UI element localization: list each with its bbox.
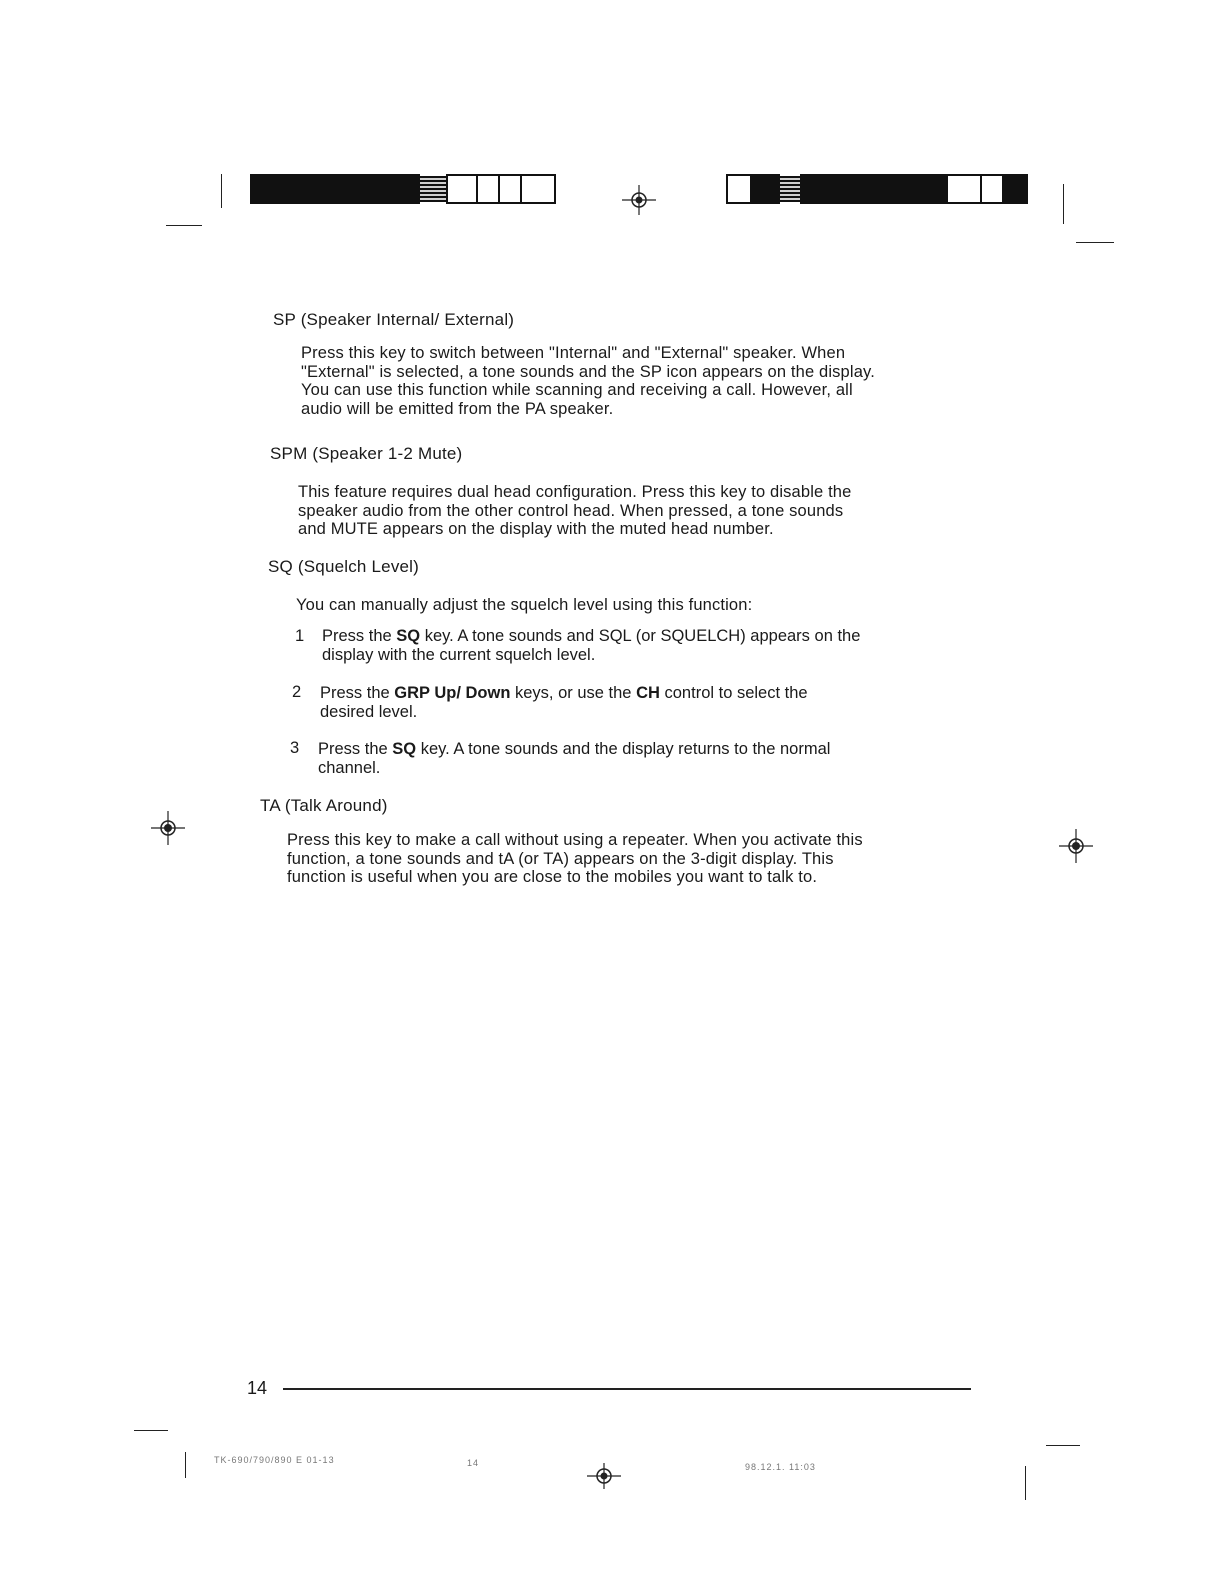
- page-number: 14: [247, 1378, 268, 1398]
- key-name: GRP Up/ Down: [394, 684, 511, 702]
- crop-mark: [166, 225, 202, 226]
- step-line: [318, 740, 830, 759]
- section-heading-ta: TA (Talk Around): [260, 796, 388, 815]
- step-line: channel.: [318, 759, 381, 777]
- step-text-part: key. A tone sounds and SQL (or SQUELCH) appears on the: [420, 627, 861, 645]
- body-line: You can manually adjust the squelch level using this function:: [296, 596, 753, 614]
- registration-bar-right: [1004, 174, 1028, 204]
- registration-box: [520, 174, 556, 204]
- registration-hatch: [420, 176, 446, 202]
- step-line: display with the current squelch level.: [322, 646, 596, 664]
- key-name: SQ: [392, 740, 417, 758]
- registration-box: [946, 174, 982, 204]
- registration-bar-left: [250, 174, 420, 204]
- body-line: Press this key to switch between "Internal" and "External" speaker. When: [301, 344, 846, 362]
- registration-box: [446, 174, 478, 204]
- step-text-part: key. A tone sounds and the display returns to the normal: [416, 740, 831, 758]
- crosshair-target-icon: [1059, 829, 1093, 863]
- section-body-spm: [298, 483, 851, 539]
- key-name: CH: [636, 684, 660, 702]
- section-body-ta: [287, 831, 863, 887]
- registration-box: [726, 174, 752, 204]
- crop-mark: [1063, 184, 1064, 224]
- crop-mark: [1025, 1466, 1026, 1500]
- step-number: 3: [290, 739, 300, 757]
- registration-box: [476, 174, 500, 204]
- body-line: speaker audio from the other control head. When pressed, a tone sounds: [298, 501, 844, 520]
- crop-mark: [1076, 242, 1114, 243]
- body-line: You can use this function while scanning and receiving a call. However, all: [301, 381, 853, 399]
- crosshair-target-icon: [151, 811, 185, 845]
- step-text-part: keys, or use the: [510, 684, 637, 702]
- body-line: function is useful when you are close to the mobiles you want to talk to.: [287, 868, 818, 886]
- body-line: audio will be emitted from the PA speaker.: [301, 399, 614, 418]
- step-number: 2: [292, 683, 302, 701]
- key-name: SQ: [396, 627, 421, 645]
- step-number: 1: [295, 627, 305, 645]
- slug-page: 14: [467, 1458, 480, 1468]
- slug-timestamp: 98.12.1. 11:03: [745, 1462, 816, 1472]
- step-text-part: Press the: [318, 740, 393, 758]
- body-line: and MUTE appears on the display with the muted head number.: [298, 520, 774, 538]
- section-heading-sp: SP (Speaker Internal/ External): [273, 310, 515, 329]
- body-line: This feature requires dual head configuration. Press this key to disable the: [298, 483, 852, 501]
- body-line: Press this key to make a call without using a repeater. When you activate this: [287, 831, 863, 849]
- crop-mark: [1046, 1445, 1080, 1446]
- slug-filename: TK-690/790/890 E 01-13: [214, 1455, 335, 1465]
- registration-box: [498, 174, 522, 204]
- footer-rule: [283, 1388, 971, 1390]
- registration-bar-right: [750, 174, 780, 204]
- body-line: "External" is selected, a tone sounds and the SP icon appears on the display.: [301, 362, 875, 381]
- step-line: desired level.: [320, 703, 418, 721]
- registration-bar-right: [800, 174, 946, 204]
- step-text: [320, 684, 808, 722]
- registration-box: [980, 174, 1004, 204]
- step-line: [320, 684, 808, 703]
- step-text-part: control to select the: [659, 684, 808, 702]
- step-text-part: Press the: [320, 684, 395, 702]
- section-intro-sq: [296, 596, 752, 615]
- crop-mark: [134, 1430, 168, 1431]
- section-heading-sq: SQ (Squelch Level): [268, 557, 420, 576]
- crop-mark: [185, 1452, 186, 1478]
- section-heading-spm: SPM (Speaker 1-2 Mute): [270, 444, 463, 463]
- crosshair-target-icon: [587, 1459, 621, 1493]
- section-body-sp: [301, 344, 875, 418]
- step-text-part: Press the: [322, 627, 397, 645]
- step-line: [322, 627, 860, 646]
- step-text: [318, 740, 830, 778]
- body-line: function, a tone sounds and tA (or TA) appears on the 3-digit display. This: [287, 849, 834, 868]
- crosshair-target-icon: [622, 183, 656, 217]
- crop-mark: [221, 174, 222, 208]
- step-text: [322, 627, 860, 665]
- registration-hatch: [780, 176, 800, 202]
